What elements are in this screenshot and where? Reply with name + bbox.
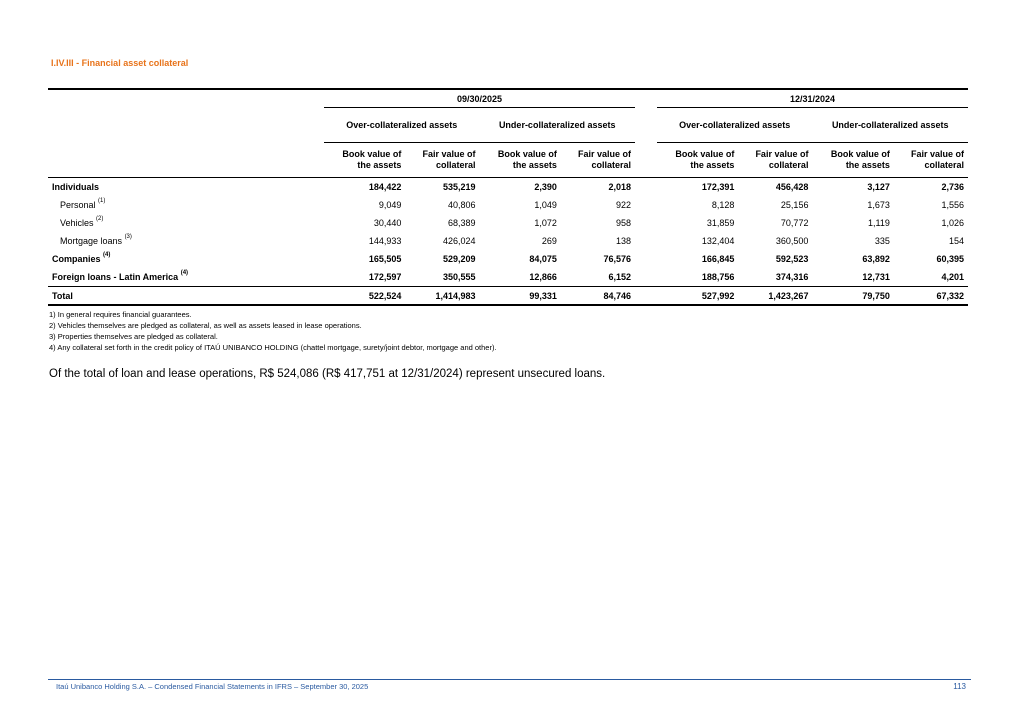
value-cell: 1,049 xyxy=(534,200,557,210)
value-cell: 2,390 xyxy=(534,182,557,192)
value-cell: 25,156 xyxy=(780,200,809,210)
value-cell: 374,316 xyxy=(775,272,809,282)
value-cell: 184,422 xyxy=(368,182,402,192)
value-cell: 426,024 xyxy=(442,236,476,246)
date-header: 12/31/2024 xyxy=(657,89,968,108)
table-row xyxy=(48,178,968,197)
date-header: 09/30/2025 xyxy=(324,89,635,108)
value-cell: 60,395 xyxy=(936,254,964,264)
value-cell: 144,933 xyxy=(368,236,402,246)
footnote: 3) Properties themselves are pledged as collateral. xyxy=(49,332,218,341)
value-cell: 1,423,267 xyxy=(738,287,812,306)
value-cell: 165,505 xyxy=(368,254,402,264)
value-cell: 1,072 xyxy=(534,218,557,228)
value-cell: 30,440 xyxy=(373,218,402,228)
value-cell: 527,992 xyxy=(657,287,738,306)
column-header: Book value of the assets xyxy=(479,143,560,178)
value-cell: 1,119 xyxy=(867,218,890,228)
value-cell: 68,389 xyxy=(447,218,476,228)
row-label: Total xyxy=(48,287,324,306)
row-label: Personal $^{(1)}$ xyxy=(60,198,106,210)
value-cell: 1,026 xyxy=(941,218,964,228)
value-cell: 922 xyxy=(615,200,631,210)
value-cell: 79,750 xyxy=(812,287,893,306)
row-label: Mortgage loans $^{(3)}$ xyxy=(60,234,132,246)
row-label: Foreign loans - Latin America $^{(4)}$ xyxy=(52,270,189,282)
column-header: Fair value of collateral xyxy=(561,143,635,178)
value-cell: 9,049 xyxy=(378,200,402,210)
value-cell: 529,209 xyxy=(442,254,476,264)
summary-text: Of the total of loan and lease operations, R$ 524,086 (R$ 417,751 at 12/31/2024) represent unsecured loans. xyxy=(49,368,606,380)
footnote-ref: (1) xyxy=(98,198,106,204)
value-cell: 8,128 xyxy=(711,200,735,210)
page-number: 113 xyxy=(953,682,966,691)
group-header: Under-collateralized assets xyxy=(812,108,968,143)
row-label: Vehicles $^{(2)}$ xyxy=(60,216,104,228)
value-cell: 166,845 xyxy=(701,254,735,264)
value-cell: 4,201 xyxy=(941,272,964,282)
table-row xyxy=(48,250,968,268)
value-cell: 2,018 xyxy=(608,182,631,192)
value-cell: 522,524 xyxy=(324,287,405,306)
value-cell: 138 xyxy=(615,236,631,246)
value-cell: 76,576 xyxy=(603,254,631,264)
value-cell: 12,866 xyxy=(529,272,557,282)
value-cell: 456,428 xyxy=(775,182,809,192)
column-header: Fair value of collateral xyxy=(738,143,812,178)
footnote-ref: (2) xyxy=(96,216,104,222)
column-header: Book value of the assets xyxy=(812,143,893,178)
total-row xyxy=(48,287,968,306)
value-cell: 70,772 xyxy=(780,218,809,228)
table-row xyxy=(48,268,968,287)
value-cell: 592,523 xyxy=(775,254,809,264)
header-dates-row xyxy=(48,89,968,108)
value-cell: 1,556 xyxy=(941,200,964,210)
group-header: Over-collateralized assets xyxy=(324,108,479,143)
value-cell: 6,152 xyxy=(608,272,631,282)
row-label: Individuals xyxy=(52,182,100,192)
value-cell: 172,391 xyxy=(701,182,735,192)
group-header: Under-collateralized assets xyxy=(479,108,634,143)
footnotes xyxy=(49,309,497,353)
value-cell: 31,859 xyxy=(706,218,735,228)
column-header: Fair value of collateral xyxy=(894,143,968,178)
footnote: 1) In general requires financial guarantees. xyxy=(49,310,192,319)
value-cell: 269 xyxy=(541,236,557,246)
header-columns-row xyxy=(48,143,968,178)
value-cell: 67,332 xyxy=(894,287,968,306)
column-header: Fair value of collateral xyxy=(405,143,479,178)
value-cell: 12,731 xyxy=(862,272,890,282)
table-row xyxy=(48,232,968,250)
value-cell: 132,404 xyxy=(701,236,735,246)
value-cell: 2,736 xyxy=(941,182,964,192)
value-cell: 40,806 xyxy=(447,200,476,210)
value-cell: 335 xyxy=(874,236,890,246)
value-cell: 350,555 xyxy=(442,272,476,282)
value-cell: 1,673 xyxy=(867,200,890,210)
footnote: 4) Any collateral set forth in the credit policy of ITAÚ UNIBANCO HOLDING (chattel mortgage, surety/joint debtor, mortgage and other). xyxy=(49,343,497,352)
value-cell: 84,075 xyxy=(529,254,557,264)
footer-text: Itaú Unibanco Holding S.A. – Condensed Financial Statements in IFRS – September 30, 2025 xyxy=(56,682,369,691)
value-cell: 172,597 xyxy=(368,272,402,282)
table-row xyxy=(48,214,968,232)
header-groups-row xyxy=(48,108,968,143)
column-header: Book value of the assets xyxy=(324,143,405,178)
value-cell: 3,127 xyxy=(867,182,890,192)
footnote-ref: (3) xyxy=(124,234,132,240)
section-title: I.IV.III - Financial asset collateral xyxy=(51,58,189,68)
footnote-ref: (4) xyxy=(180,270,189,276)
value-cell: 63,892 xyxy=(862,254,890,264)
value-cell: 188,756 xyxy=(701,272,735,282)
value-cell: 154 xyxy=(948,236,964,246)
row-label: Companies $^{(4)}$ xyxy=(52,252,111,264)
value-cell: 958 xyxy=(615,218,631,228)
value-cell: 360,500 xyxy=(775,236,809,246)
value-cell: 535,219 xyxy=(442,182,476,192)
value-cell: 1,414,983 xyxy=(405,287,479,306)
value-cell: 84,746 xyxy=(561,287,635,306)
column-header: Book value of the assets xyxy=(657,143,738,178)
footnote: 2) Vehicles themselves are pledged as collateral, as well as assets leased in lease operations. xyxy=(49,321,362,330)
value-cell: 99,331 xyxy=(479,287,560,306)
collateral-table xyxy=(48,88,968,306)
footnote-ref: (4) xyxy=(103,252,111,258)
footer-divider xyxy=(48,679,971,680)
group-header: Over-collateralized assets xyxy=(657,108,812,143)
table-row xyxy=(48,196,968,214)
